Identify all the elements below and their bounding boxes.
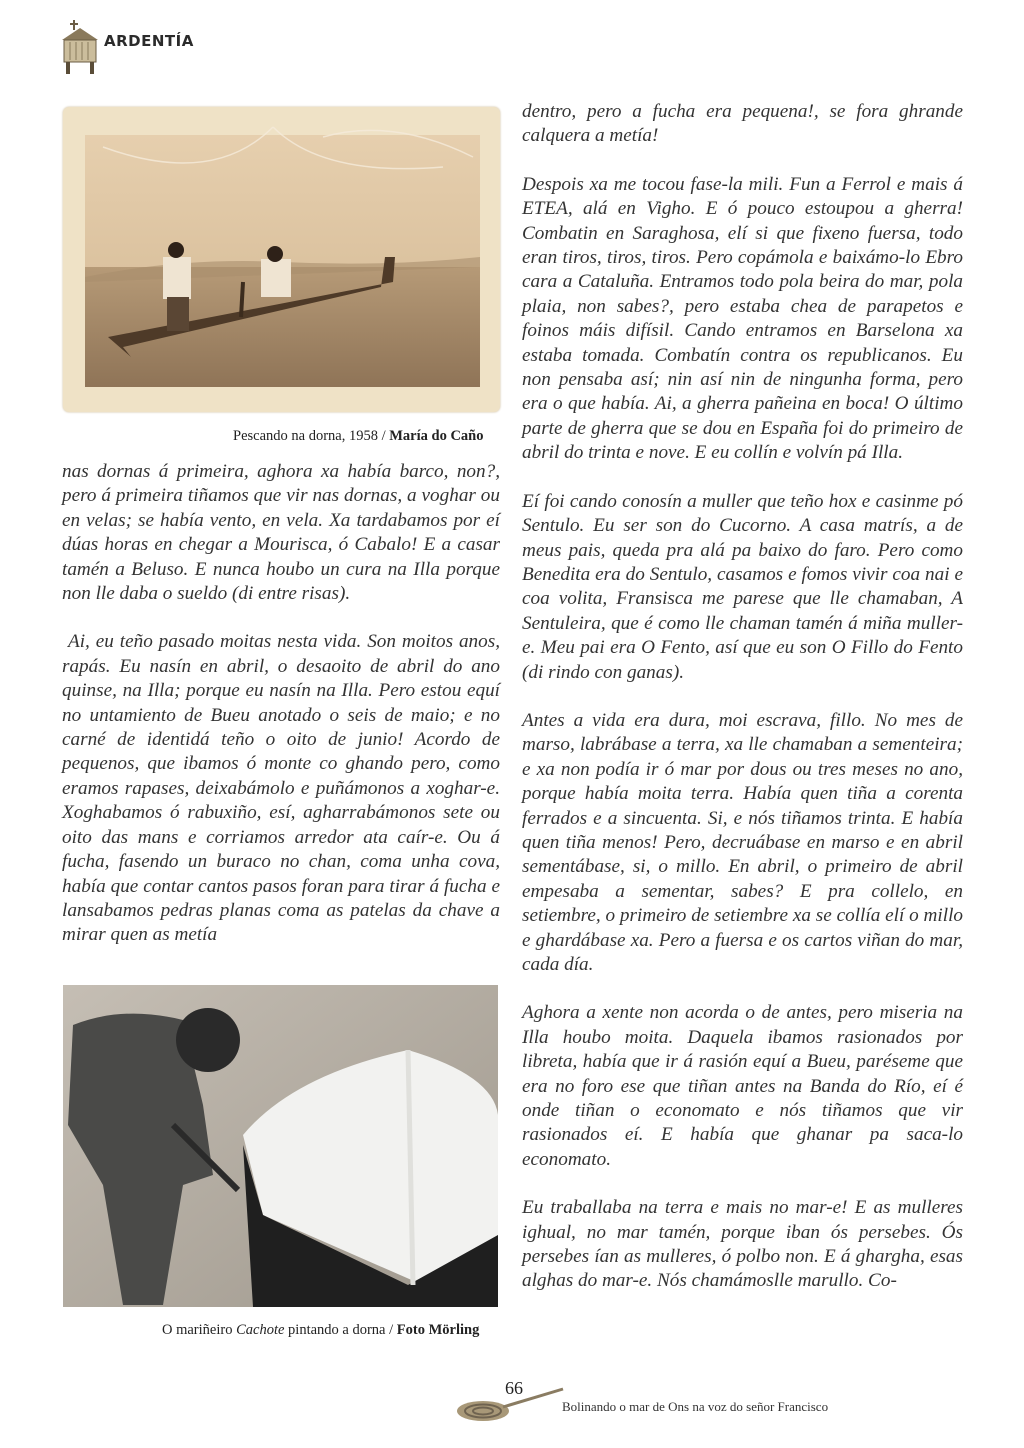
page-footer (455, 1375, 905, 1435)
left-column-text (62, 460, 500, 972)
paragraph: Ai, eu teño pasado moitas nesta vida. Son moitos anos, rapás. Eu nasín en abril, o desaoito de abril do ano quinse, na Illa; porque eu nasín na Illa. Pero estou equí no untamiento de Bueu anotado o seis de maio; e no carné de identidá teño o oito de junio! Acordo de pequenos, que ibamos ó monte co ghando pero, como eramos rapases, deixabámolo e puñámonos a xoghar-e. Xoghabamos ó rabuxiño, esí, agharrabámonos sete ou oito das mans e corriamos arredor ata caír-e. Ou á fucha, fasendo un buraco no chan, coma unha cova, había que contar cantos pasos foran para tirar á fucha e lansabamos pedras planas coma as patelas da chave a mirar quen as metía (62, 631, 500, 946)
brand-title: ARDENTÍA (104, 32, 194, 50)
photo-caption-1: Pescando na dorna, 1958 / María do Caño (233, 428, 484, 444)
photo-caption-2: O mariñeiro Cachote pintando a dorna / Foto Mörling (162, 1322, 480, 1338)
paragraph: Aghora a xente non acorda o de antes, pero miseria na Illa houbo moita. Daquela ibamos rasionados por libreta, había que ir á rasión equí a Bueu, paréseme que era no foro ese que tiñan antes na Banda do Río, eí é onde tiñan o economato e nós tiñamos que vir rasionados eí. E había que ghanar pa saca-lo economato. (522, 1002, 963, 1170)
paragraph: Antes a vida era dura, moi escrava, fillo. No mes de marso, labrábase a terra, xa lle chamaban a sementeira; e xa non podía ir ó mar por dous ou tres meses no ano, porque había moita terra. Había quen tiña a corenta ferrados e a sincuenta. Si, e nós tiñamos trinta. E había quen tiña menos! Pero, decruábase en marso e en abril sementábase, si, o millo. En abril, o primeiro de abril empesaba a sementar, sabes? E pra collelo, en setiembre, o primeiro de setiembre xa se collía elí o millo e ghardábase xa. Pero a fuersa e os cartos viñan do mar, cada día. (522, 709, 963, 975)
paragraph: dentro, pero a fucha era pequena!, se fora ghrande calquera a metía! (522, 101, 963, 147)
fishing-dorna-photo (63, 107, 500, 412)
paragraph: Eí foi cando conosín a muller que teño hox e casinme pó Sentulo. Eu ser son do Cucorno. A casa matrís, a de meus pais, queda pra alá pa baixo do faro. Pero como Benedita era do Sentulo, casamos e fomos vivir coa nai e coa volita, Fransisca me parese que lle chamaban, A Sentuleira, que é como lle chaman tamén á miña muller-e. Meu pai era O Fento, así que eu son O Fillo do Fento (di rindo con ganas). (522, 490, 963, 683)
page-number: 66 (505, 1378, 523, 1398)
horreo-icon (60, 18, 100, 78)
painting-dorna-photo (63, 985, 498, 1307)
running-title: Bolinando o mar de Ons na voz do señor Francisco (562, 1399, 829, 1414)
page-header (60, 18, 194, 80)
paragraph: nas dornas á primeira, aghora xa había barco, non?, pero á primeira tiñamos que vir nas dornas, a voghar ou en velas; se había vento, en vela. Xa tardabamos por eí dúas horas en chegar a Mourisca, ó Cabalo! E a casar tamén a Beluso. E nunca houbo un cura na Illa porque non lle daba o sueldo (di entre risas). (62, 461, 500, 605)
right-column-text (522, 100, 963, 1318)
paragraph: Despois xa me tocou fase-la mili. Fun a Ferrol e mais á ETEA, alá en Vigho. E ó pouco estoupou a gherra! Combatin en Saraghosa, elí si que fixeno fuersa, todo eran tiros, tiros, tiros. Pero copámola e baixámo-lo Ebro cara a Cataluña. Entramos todo pola beira do mar, pola plaia, non sabes?, pero estaba chea de parapetos e foinos máis difísil. Cando entramos en Barselona xa estaba tomada. Combatín contra os republicanos. Eu non pensaba así; nin así nin de ningunha forma, pero era o que había. Ai, a gherra pañeina en boca! O último parte de gherra que se dou en España foi do primeiro de abril do trinta e nove. E eu collín e volvín pá Illa. (522, 173, 963, 464)
paragraph: Eu traballaba na terra e mais no mar-e! E as mulleres ighual, no mar tamén, porque iban ós persebes. Ós persebes ían as mulleres, ó polbo non. E á ghargha, esas alghas do mar-e. Nós chamámoslle marullo. Co- (522, 1197, 963, 1292)
